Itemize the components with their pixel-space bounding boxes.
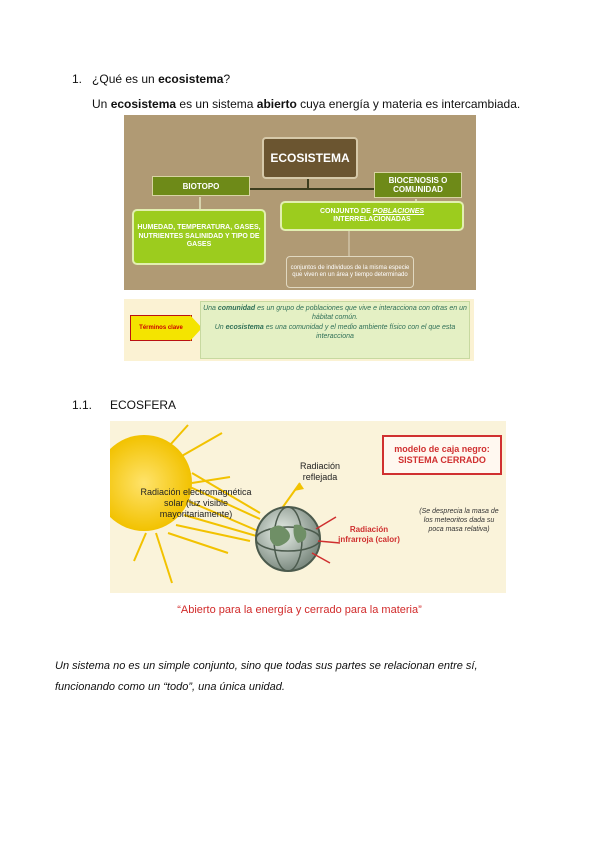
def-text: Un [214, 323, 226, 331]
intro-bold-abierto: abierto [256, 97, 297, 111]
ecosistema-definition [201, 323, 469, 342]
poblaciones-node [280, 201, 464, 231]
intro-sentence [92, 97, 520, 111]
def-term-comunidad: comunidad [217, 305, 256, 312]
key-terms-box [124, 299, 474, 361]
modelo-caja-negro-box: modelo de caja negro: SISTEMA CERRADO [382, 435, 502, 475]
biotopo-detail-node: HUMEDAD, TEMPERATURA, GASES, NUTRIENTES SALINIDAD Y TIPO DE GASES [132, 209, 266, 265]
radiacion-solar-label: Radiación electromagnética solar (luz visible mayoritariamente) [140, 487, 252, 519]
intro-text-3: cuya energía y materia es intercambiada. [296, 97, 521, 111]
poblaciones-link: POBLACIONES [372, 207, 425, 215]
meteoritos-note: (Se desprecia la masa de los meteoritos dada su poca masa relativa) [419, 508, 499, 534]
question-bold-term: ecosistema [158, 72, 224, 86]
poblacion-definition: conjuntos de individuos de la misma especie que viven en un área y tiempo determinado [286, 256, 414, 288]
def-text: es un grupo de poblaciones que vive e interacciona con otras en un hábitat común. [255, 305, 467, 322]
question-number: 1. [72, 72, 83, 86]
intro-text-1: Un [92, 97, 111, 111]
key-terms-definitions [200, 301, 470, 359]
ecosistema-node: ECOSISTEMA [262, 137, 358, 179]
radiacion-reflejada-label: Radiación reflejada [299, 461, 341, 482]
intro-text-2: es un sistema [176, 97, 257, 111]
ecosfera-caption: “Abierto para la energía y cerrado para la materia” [177, 604, 422, 616]
biocenosis-node: BIOCENOSIS O COMUNIDAD [374, 172, 462, 198]
section-heading [72, 398, 176, 412]
key-terms-tag: Términos clave [130, 315, 192, 341]
ecosistema-concept-map [124, 115, 476, 290]
poblaciones-suffix: INTERRELACIONADAS [333, 216, 411, 223]
section-number: 1.1. [72, 398, 93, 412]
ecosfera-diagram [110, 421, 506, 593]
poblaciones-prefix: CONJUNTO DE [319, 207, 373, 215]
question-prefix: ¿Qué es un [92, 72, 159, 86]
def-term-ecosistema: ecosistema [225, 323, 264, 331]
radiacion-infrarroja-label: Radiación infrarroja (calor) [338, 525, 400, 544]
section-title: ECOSFERA [110, 398, 177, 412]
comunidad-definition [201, 304, 469, 323]
intro-bold-ecosistema: ecosistema [110, 97, 177, 111]
def-text: Una [203, 305, 218, 312]
biotopo-node: BIOTOPO [152, 176, 250, 196]
def-text: es una comunidad y el medio ambiente físico con el que esta interacciona [263, 323, 456, 341]
question-heading [72, 72, 230, 86]
question-suffix: ? [223, 72, 231, 86]
closing-paragraph: Un sistema no es un simple conjunto, sino que todas sus partes se relacionan entre sí, funcionando como un “todo”, una única unidad. [55, 660, 478, 693]
